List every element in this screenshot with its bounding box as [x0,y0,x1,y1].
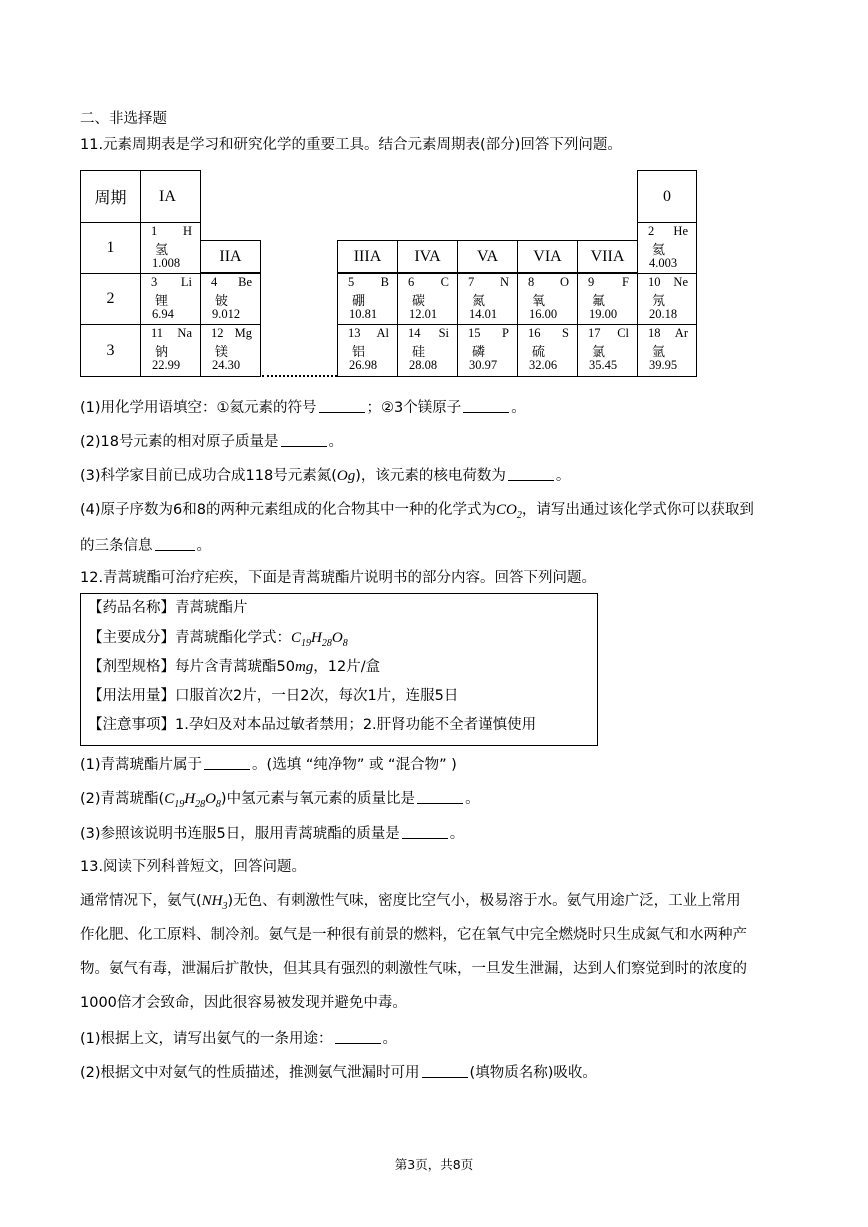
atomic-mass: 10.81 [349,307,378,321]
element-name: 氦 [652,243,666,258]
element-symbol: P [502,326,509,340]
q11-stem: 11.元素周期表是学习和研究化学的重要工具。结合元素周期表(部分)回答下列问题。 [80,137,622,153]
atomic-mass: 19.00 [589,307,618,321]
co-sub: 2 [516,510,522,521]
element-name: 硫 [532,345,546,360]
f-h: H [311,630,322,646]
answer-blank[interactable] [155,536,195,551]
f-h-sub: 28 [195,799,206,810]
answer-blank[interactable] [422,1063,468,1078]
atomic-number: 1 [151,224,158,238]
element-cell-cl [577,324,638,377]
q12-part3 [80,824,464,844]
atomic-number: 2 [648,224,655,238]
element-cell-be [200,273,261,325]
group-header-0: 0 [637,170,697,223]
element-cell-h [140,222,201,274]
q13-para-line2: 作化肥、化工原料、制冷剂。氨气是一种很有前景的燃料，它在氧气中完全燃烧时只生成氮气和水两种产 [80,927,747,943]
atomic-number: 5 [348,275,355,289]
co: CO [496,502,517,518]
element-symbol: He [673,224,688,238]
element-cell-n [457,273,518,325]
q11-part2 [80,432,343,452]
element-cell-o [517,273,578,325]
atomic-mass: 12.01 [409,307,438,321]
box-line-3 [88,657,380,677]
element-name: 磷 [472,345,486,360]
element-name: 镁 [215,345,229,360]
element-cell-na [140,324,201,377]
element-name: 钠 [155,345,169,360]
atomic-mass: 26.98 [349,358,378,372]
atomic-number: 11 [151,326,164,340]
answer-blank[interactable] [402,824,448,839]
element-symbol: S [562,326,569,340]
atomic-number: 7 [468,275,475,289]
q13-stem: 13.阅读下列科普短文，回答问题。 [80,859,307,875]
answer-blank[interactable] [335,1029,381,1044]
element-cell-si [397,324,458,377]
element-cell-al [337,324,398,377]
q11-part4-cont [80,536,211,556]
box-line-1: 【药品名称】青蒿琥酯片 [88,600,248,616]
group-header-via: VIA [517,240,578,273]
q13-part1 [80,1029,397,1049]
period-1: 1 [80,222,141,274]
atomic-number: 10 [648,275,661,289]
element-name: 硼 [352,294,366,309]
element-cell-s [517,324,578,377]
atomic-mass: 4.003 [649,256,678,270]
element-name: 硅 [412,345,426,360]
text: (2)青蒿琥酯( [80,791,165,807]
element-symbol: Be [238,275,252,289]
group-header-viia: VIIA [577,240,638,273]
atomic-mass: 28.08 [409,358,438,372]
element-name: 铝 [352,345,366,360]
element-cell-mg [200,324,261,377]
element-symbol: C [440,275,449,289]
text: (1)用化学用语填空：①氦元素的符号 [80,400,317,416]
text: 通常情况下，氨气( [80,893,202,909]
atomic-number: 15 [468,326,481,340]
group-header-ia: IA [140,170,201,223]
atomic-mass: 30.97 [469,358,498,372]
text: 的三条信息 [80,538,153,554]
element-cell-ne [637,273,697,325]
period-2: 2 [80,273,141,325]
element-name: 氯 [592,345,606,360]
text: 。 [449,826,465,842]
math-formula [164,791,221,810]
atomic-mass: 6.94 [152,307,174,321]
answer-blank[interactable] [417,789,463,804]
nh-sub: 3 [222,901,228,912]
atomic-mass: 24.30 [212,358,241,372]
text: (2)根据文中对氨气的性质描述，推测氨气泄漏时可用 [80,1065,420,1081]
element-cell-ar [637,324,697,377]
atomic-mass: 1.008 [152,256,181,270]
text: 。 [196,538,211,554]
element-symbol: Ne [673,275,688,289]
element-cell-he [637,222,697,274]
f-o-sub: 8 [342,638,348,649]
atomic-mass: 14.01 [469,307,498,321]
nh: NH [201,893,223,909]
text: (2)18号元素的相对原子质量是 [80,434,279,450]
math-formula [291,630,348,649]
atomic-number: 12 [211,326,224,340]
f-h: H [184,791,196,807]
period-3: 3 [80,324,141,377]
f-o-sub: 8 [215,799,221,810]
group-header-va: VA [457,240,518,273]
math-co2 [496,502,522,521]
text: 。 [465,791,480,807]
text: 。 [555,468,571,484]
text: ；②3个镁原子 [366,400,462,416]
atomic-number: 8 [528,275,535,289]
answer-blank[interactable] [508,466,554,481]
element-symbol: Cl [617,326,629,340]
answer-blank[interactable] [204,755,250,770]
text: 。 [511,400,526,416]
answer-blank[interactable] [463,398,509,413]
section-title: 二、非选择题 [80,111,167,127]
f-c: C [164,791,175,807]
element-name: 氖 [652,294,666,309]
text: )无色、有刺激性气味，密度比空气小，极易溶于水。氨气用途广泛，工业上常用 [227,893,741,909]
element-name: 氮 [472,294,486,309]
f-o: O [205,791,216,807]
element-symbol: Al [376,326,389,340]
element-name: 氩 [652,345,666,360]
text: (3)科学家目前已成功合成118号元素氮( [80,468,337,484]
math-mg: mg [294,659,314,675]
q13-para-line1 [80,891,741,917]
atomic-number: 17 [588,326,601,340]
element-symbol: Mg [234,326,252,340]
text: 【主要成分】青蒿琥酯化学式： [88,630,291,646]
element-symbol: Si [438,326,449,340]
math-nh3 [201,893,228,912]
period-header: 周期 [80,170,141,223]
group-header-iiia: IIIA [337,240,398,273]
f-c-sub: 19 [174,799,185,810]
atomic-mass: 35.45 [589,358,618,372]
atomic-mass: 32.06 [529,358,558,372]
element-cell-b [337,273,398,325]
f-h-sub: 28 [321,638,332,649]
f-c: C [291,630,302,646]
atomic-mass: 16.00 [529,307,558,321]
element-name: 碳 [412,294,426,309]
atomic-number: 6 [408,275,415,289]
atomic-number: 4 [211,275,218,289]
element-name: 氧 [532,294,546,309]
element-symbol: Ar [674,326,688,340]
element-cell-p [457,324,518,377]
group-header-iia: IIA [200,240,261,273]
text: 。 [382,1031,398,1047]
box-line-2 [88,628,348,654]
atomic-mass: 22.99 [152,358,181,372]
element-cell-f [577,273,638,325]
text: 。(选填 “纯净物” 或 “混合物” ) [252,757,457,773]
box-line-4: 【用法用量】口服首次2片，一日2次，每次1片，连服5日 [88,688,459,704]
page-footer: 第3页，共8页 [394,1157,474,1172]
element-cell-c [397,273,458,325]
atomic-number: 3 [151,275,158,289]
atomic-number: 18 [648,326,661,340]
element-name: 铍 [215,294,229,309]
q13-para-line3: 物。氨气有毒，泄漏后扩散快，但其具有强烈的刺激性气味，一旦发生泄漏，达到人们察觉到时的浓度的 [80,961,747,977]
text: )中氢元素与氧元素的质量比是 [220,791,416,807]
atomic-mass: 39.95 [649,358,678,372]
q11-part4 [80,500,754,526]
element-symbol: B [380,275,389,289]
element-symbol: N [499,275,509,289]
element-symbol: H [182,224,192,238]
element-name: 氟 [592,294,606,309]
element-symbol: Li [180,275,192,289]
element-cell-li [140,273,201,325]
group-header-iva: IVA [397,240,458,273]
element-symbol: O [559,275,569,289]
q13-para-line4: 1000倍才会致命，因此很容易被发现并避免中毒。 [80,995,407,1011]
text: (填物质名称)吸收。 [469,1065,597,1081]
text: (3)参照该说明书连服5日，服用青蒿琥酯的质量是 [80,826,400,842]
element-name: 氢 [155,243,169,258]
box-line-5: 【注意事项】1.孕妇及对本品过敏者禁用；2.肝肾功能不全者谨慎使用 [88,717,537,733]
text: )，该元素的核电荷数为 [355,468,506,484]
text: ，12片/盒 [313,659,381,675]
text: (1)青蒿琥酯片属于 [80,757,203,773]
text: ，请写出通过该化学式你可以获取到 [521,502,754,518]
text: (4)原子序数为6和8的两种元素组成的化合物其中一种的化学式为 [80,502,496,518]
element-name: 锂 [155,294,169,309]
atomic-mass: 20.18 [649,307,678,321]
atomic-mass: 9.012 [212,307,241,321]
q12-stem: 12.青蒿琥酯可治疗疟疾，下面是青蒿琥酯片说明书的部分内容。回答下列问题。 [80,570,597,586]
f-o: O [331,630,343,646]
f-c-sub: 19 [301,638,312,649]
atomic-number: 9 [588,275,595,289]
element-symbol: Na [177,326,192,340]
math-og: Og [336,468,356,484]
answer-blank[interactable] [281,432,327,447]
text: 。 [328,434,343,450]
q13-part2 [80,1063,597,1083]
atomic-number: 16 [528,326,541,340]
text: 【剂型规格】每片含青蒿琥酯50 [88,659,295,675]
atomic-number: 14 [408,326,421,340]
text: (1)根据上文，请写出氨气的一条用途： [80,1031,333,1047]
table-gap-dotted-line [262,375,337,377]
q11-part1 [80,398,526,418]
q11-part3 [80,466,570,486]
answer-blank[interactable] [319,398,365,413]
q12-part2 [80,789,480,815]
element-symbol: F [622,275,629,289]
q12-part1 [80,755,457,775]
atomic-number: 13 [348,326,361,340]
